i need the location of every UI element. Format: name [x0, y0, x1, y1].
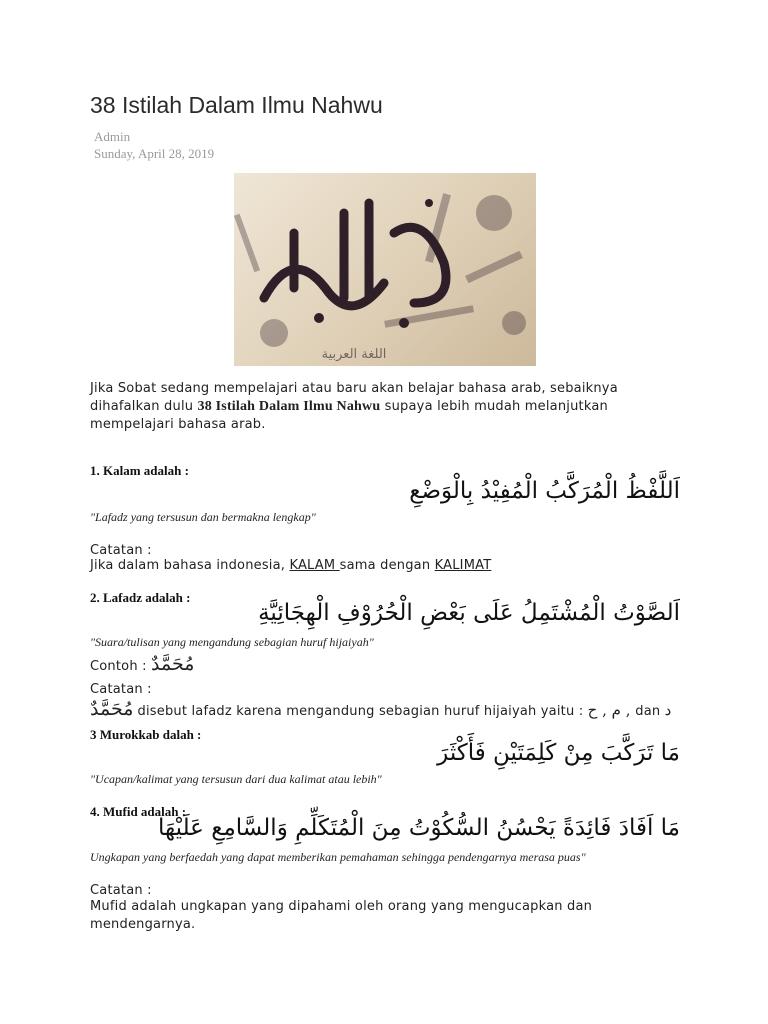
item-4-note-label: Catatan : [90, 883, 152, 898]
author-name[interactable]: Admin [94, 129, 131, 144]
example-label: Contoh : [90, 659, 152, 674]
item-2-heading: 2. Lafadz adalah : [90, 590, 191, 605]
item-2-example [90, 655, 690, 676]
note-dan: dan [635, 704, 665, 719]
note-text: Jika dalam bahasa indonesia, [90, 558, 290, 573]
item-2-note-label: Catatan : [90, 682, 152, 697]
note-text-mid: sama dengan [339, 558, 435, 573]
note-arabic: مُحَمَّدٌ [90, 698, 134, 720]
note-text: disebut lafadz karena mengandung sebagian huruf hijaiyah yaitu : [133, 704, 588, 719]
calligraphy-art [234, 173, 536, 366]
intro-text-2: supaya lebih mudah melanjutkan mempelajari bahasa arab. [90, 399, 608, 432]
item-1-arabic: اَللَّفْظُ الْمُرَكَّبُ الْمُفِيْدُ بِالْوَضْعِ [409, 478, 680, 504]
page-title: 38 Istilah Dalam Ilmu Nahwu [90, 92, 383, 118]
intro-text-1: Jika Sobat sedang mempelajari atau baru akan belajar bahasa arab, sebaiknya dihafalkan dulu [90, 381, 618, 414]
item-2-quote: "Suara/tulisan yang mengandung sebagian huruf hijaiyah" [90, 635, 374, 649]
item-4-note: Mufid adalah ungkapan yang dipahami oleh orang yang mengucapkan dan mendengarnya. [90, 899, 593, 932]
intro-paragraph [90, 380, 690, 434]
item-1-note [90, 557, 690, 575]
intro-bold-term: 38 Istilah Dalam Ilmu Nahwu [197, 399, 381, 414]
calligraphy-text: اللغة العربية [321, 347, 387, 362]
item-4-quote: Ungkapan yang berfaedah yang dapat memberikan pemahaman sehingga pendengarnya merasa puas" [90, 850, 586, 864]
hijaiyah-letter-dal: د [664, 701, 672, 719]
item-4-heading: 4. Mufid adalah : [90, 804, 187, 819]
item-1-note-label: Catatan : [90, 543, 152, 558]
item-3-arabic: مَا تَرَكَّبَ مِنْ كَلِمَتَيْنِ فَأَكْثَرَ [437, 740, 680, 766]
item-2-arabic: اَلصَّوْتُ الْمُشْتَمِلُ عَلَى بَعْضِ الْحُرُوْفِ الْهِجَائِيَّةِ [258, 600, 680, 626]
post-date: Sunday, April 28, 2019 [94, 146, 215, 161]
item-1-heading: 1. Kalam adalah : [90, 463, 189, 478]
hijaiyah-letters: م , ح , [587, 701, 636, 719]
post-meta [94, 128, 214, 162]
item-2-note [90, 700, 690, 721]
kalimat-link[interactable]: KALIMAT [434, 558, 492, 573]
kalam-link[interactable]: KALAM [289, 558, 340, 573]
example-arabic: مُحَمَّدٌ [151, 653, 195, 675]
item-3-heading: 3 Murokkab dalah : [90, 727, 202, 742]
arabic-calligraphy-image [234, 173, 536, 366]
item-3-quote: "Ucapan/kalimat yang tersusun dari dua kalimat atau lebih" [90, 772, 382, 786]
item-4-arabic: مَا اَفَادَ فَائِدَةً يَحْسُنُ السُّكُوْتُ مِنَ الْمُتَكَلِّمِ وَالسَّامِعِ عَلَيْهَا [158, 815, 680, 841]
item-1-quote: "Lafadz yang tersusun dan bermakna lengkap" [90, 510, 316, 524]
